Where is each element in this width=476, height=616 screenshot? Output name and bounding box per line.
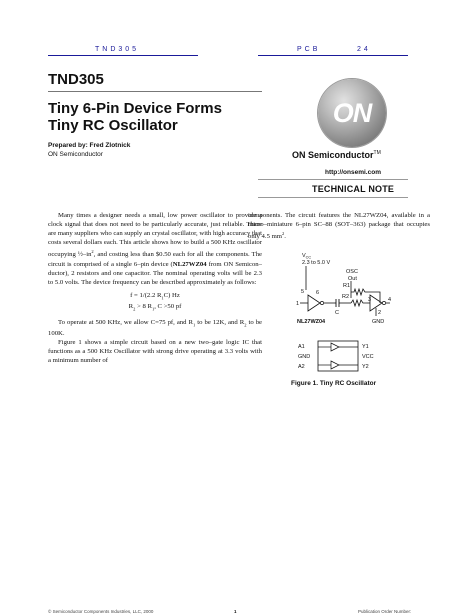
pin-6: 6 xyxy=(316,290,320,296)
figure-caption: Figure 1. Tiny RC Oscillator xyxy=(291,380,377,387)
r2-label: R2 xyxy=(342,294,350,300)
footer-page-number: 1 xyxy=(234,609,237,614)
pinout-inverter-2 xyxy=(331,361,339,369)
brand-label: ON Semiconductor xyxy=(292,150,374,160)
pin-y1: Y1 xyxy=(362,344,369,350)
footer-publication: Publication Order Number: xyxy=(358,609,412,614)
header-number: 24 xyxy=(357,46,371,53)
logo-text: ON xyxy=(332,98,372,128)
header-rule-left xyxy=(48,55,198,56)
gnd-label: GND xyxy=(372,319,385,325)
paragraph-1: Many times a designer needs a small, low power oscillator to provide a clock signal that does not need to be particularly accurate, just reliable. There are many suppliers who can supply an crystal oscillator, with high accuracy that costs several dollars each. This article shows how to build a 500 KHz oscillator occupying $\frac{1}{2}-in^2$, and costing less than $0.50 each for all the components. The circuit is comprised of a single 6–pin device (NL27WZ04 from ON Semicon–ductor), 2 resistors and one capacitor. The nominal operating volts will be 2.3 to 5.0 volts. The device frequency can be described approximately as follows: xyxy=(48,212,263,286)
osc-label: OSC xyxy=(346,269,358,275)
body-left-column xyxy=(48,211,262,365)
inverter-2-bubble xyxy=(382,301,385,304)
body-right-column xyxy=(248,211,430,242)
pin-3: 3 xyxy=(368,297,372,303)
title-line-1: Tiny 6-Pin Device Forms xyxy=(48,100,222,117)
formula-frequency: f = 1/(2.2 $R_1C$) Hz xyxy=(130,291,180,301)
title-rule xyxy=(48,91,262,92)
pin-vcc: VCC xyxy=(362,354,374,360)
title-line-2: Tiny RC Oscillator xyxy=(48,117,178,134)
pin-2: 2 xyxy=(378,310,382,316)
resistor-r1 xyxy=(351,289,380,303)
pinout-inverter-1 xyxy=(331,343,339,351)
prepared-by: Prepared by: Fred Zlotnick xyxy=(48,142,131,149)
inverter-1-bubble xyxy=(320,301,323,304)
vcc-label: $V_{CC}$ xyxy=(302,253,312,260)
chip-body xyxy=(318,341,358,371)
resistor-r2 xyxy=(351,300,367,306)
author-block xyxy=(48,141,130,159)
oscillator-schematic xyxy=(280,250,410,332)
paragraph-2: To operate at 500 KHz, we allow C=75 pf, and $R_1$ to be 12K, and $R_2$ to be 100K. xyxy=(48,318,263,338)
header-code: TND305 xyxy=(95,46,140,53)
header-rule-right xyxy=(258,55,408,56)
on-semiconductor-logo xyxy=(318,79,386,147)
pin-4: 4 xyxy=(388,297,392,303)
chip-pinout-diagram xyxy=(296,340,386,374)
note-rule xyxy=(258,179,408,180)
vcc-range: 2.3 to 5.0 V xyxy=(302,260,331,266)
footer-copyright: © Semiconductor Components Industries, LLC, 2000 xyxy=(48,609,154,614)
pin-gnd: GND xyxy=(298,354,311,360)
inverter-1-symbol xyxy=(308,295,320,311)
header-pcb: PCB xyxy=(297,46,321,53)
company-url: http://onsemi.com xyxy=(325,169,381,176)
note-rule-bottom xyxy=(258,197,408,198)
document-id: TND305 xyxy=(48,71,104,88)
chip-label: NL27WZ04 xyxy=(297,319,326,325)
out-label: Out xyxy=(348,276,357,282)
trademark-mark: TM xyxy=(373,150,381,156)
r1-label: R1 xyxy=(343,283,351,289)
paragraph-3: Figure 1 shows a simple circuit based on a new two–gate logic IC that functions as a 500 KHz Oscillator with strong drive operating at 3.3 volts with a minimum number of xyxy=(48,339,262,365)
page-title xyxy=(48,100,268,134)
paragraph-right: components. The circuit features the NL27WZ04, available in a micro–miniature 6–pin SC–88 (SOT–363) package that occupies only 4.5 $mm^2$. xyxy=(248,212,430,241)
capacitor-label: C xyxy=(335,310,339,316)
pin-a2: A2 xyxy=(298,364,305,370)
pin-5: 5 xyxy=(301,289,305,295)
pin-y2: Y2 xyxy=(362,364,369,370)
pin-1: 1 xyxy=(296,301,300,307)
brand-name xyxy=(292,150,381,160)
note-type: TECHNICAL NOTE xyxy=(312,184,395,194)
author-company: ON Semiconductor xyxy=(48,151,103,158)
formula-constraints: $R_2 > 8$ $R_1$, C >50 pf xyxy=(128,303,182,312)
pin-a1: A1 xyxy=(298,344,305,350)
